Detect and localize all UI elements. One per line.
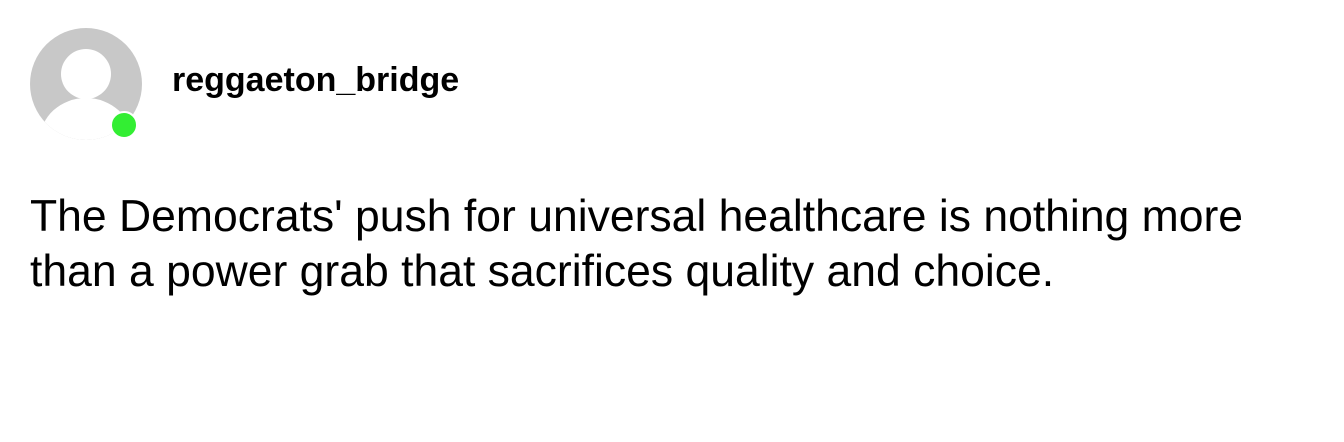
username[interactable]: reggaeton_bridge bbox=[172, 61, 460, 99]
online-status-indicator bbox=[110, 111, 138, 139]
post-text: The Democrats' push for universal healthcare is nothing more than a power grab that sacrifices quality and choice. bbox=[30, 192, 1244, 296]
avatar[interactable] bbox=[28, 28, 144, 140]
post-header bbox=[28, 28, 459, 140]
avatar-head-shape bbox=[61, 49, 111, 99]
